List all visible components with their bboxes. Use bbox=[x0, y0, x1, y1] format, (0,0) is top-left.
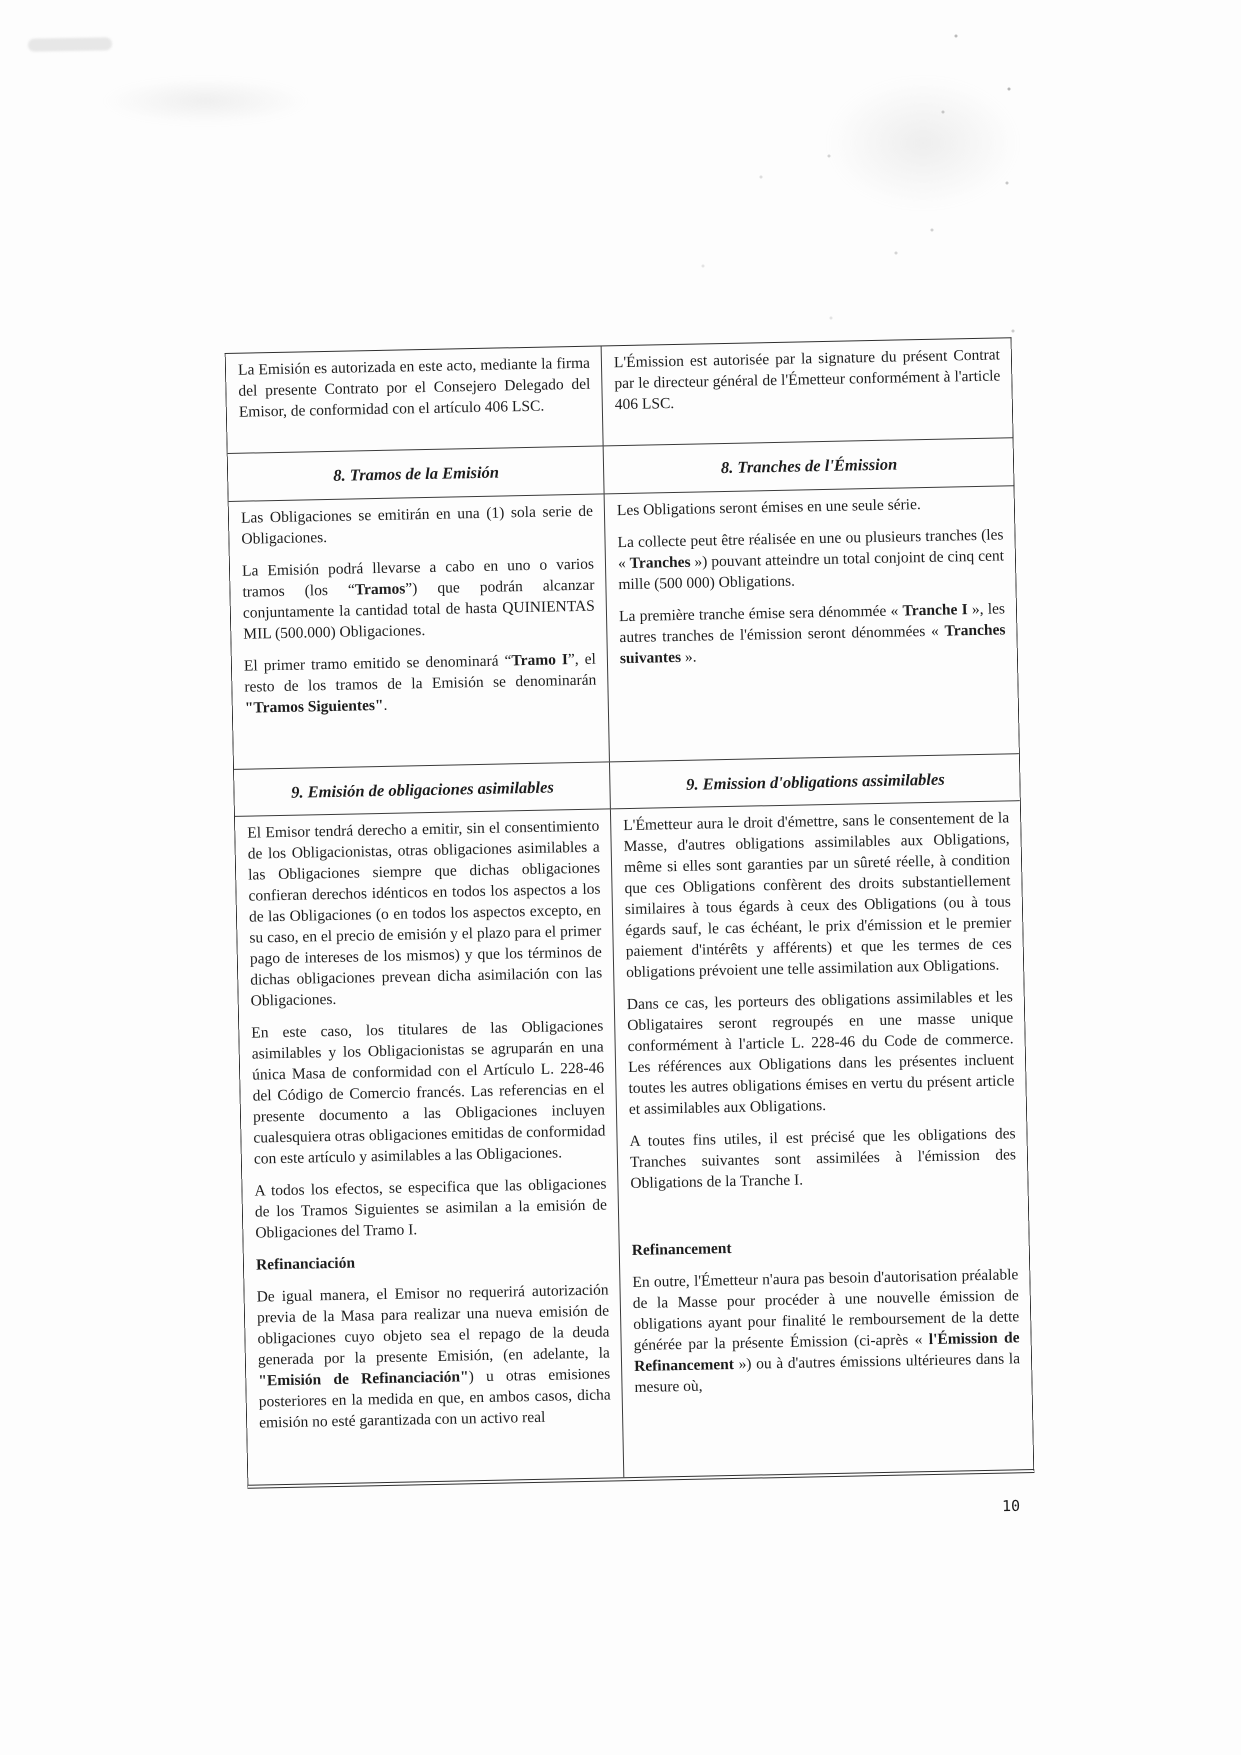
cell-section8-fr bbox=[605, 486, 1019, 761]
scan-smudge-streak bbox=[28, 37, 112, 51]
cell-section9-fr bbox=[611, 801, 1033, 1477]
scan-speckles bbox=[0, 0, 2, 2]
page-number: 10 bbox=[1001, 1496, 1021, 1516]
section8-title-es: 8. Tramos de la Emisión bbox=[228, 446, 605, 501]
paragraph: La première tranche émise sera dénommée « Tranche I », les autres tranches de l'émission seront dénommées « Tranches suivantes ». bbox=[618, 600, 1006, 668]
row-section8-body bbox=[229, 486, 1019, 770]
section8-title-fr: 8. Tranches de l'Émission bbox=[720, 454, 898, 478]
paragraph: La Emisión es autorizada en este acto, mediante la firma del presente Contrato por el Consejero Delegado del Emisor, de conformidad con el artículo 406 LSC. bbox=[237, 354, 591, 421]
paragraph: La collecte peut être réalisée en une ou plusieurs tranches (les « Tranches ») pouvant atteindre un total conjoint de cinq cent mille (500 000) Obligations. bbox=[617, 526, 1005, 594]
paragraph: Las Obligaciones se emitirán en una (1) sola serie de Obligaciones. bbox=[240, 502, 594, 548]
scan-smudge-cloud bbox=[828, 78, 1018, 208]
cell-section8-es bbox=[229, 494, 610, 768]
paragraph: En este caso, los titulares de las Obligaciones asimilables y los Obligacionistas se agruparán en una única Masa de conformidad con el Artículo L. 228-46 del Código de Comercio francés. Las referencias en el presente documento a las Obligaciones incluyen cualesquiera otras obligaciones emitidas de conformidad con este artículo y asimilables a las Obligaciones. bbox=[251, 1017, 606, 1168]
section9-title-es: 9. Emisión de obligaciones asimilables bbox=[234, 762, 611, 816]
paragraph: El Emisor tendrá derecho a emitir, sin el consentimiento de los Obligacionistas, otras obligaciones asimilables a las Obligaciones siempre que dichas obligaciones confieran derechos idénticos en todos los aspectos a los de las Obligaciones (o en todos los aspectos excepto, en su caso, en el precio de emisión y el plazo para el primer pago de intereses de los mismos) y que los términos de dichas obligaciones prevean dicha asimilación con las Obligaciones. bbox=[247, 817, 603, 1010]
paragraph: L'Émission est autorisée par la signature du présent Contrat par le directeur général de l'Émetteur conformément à l'article 406 LSC. bbox=[613, 346, 1001, 414]
section9-title-fr: 9. Emission d'obligations assimilables bbox=[685, 769, 945, 794]
cell-section9-es bbox=[235, 809, 624, 1484]
paragraph: L'Émetteur aura le droit d'émettre, sans le consentement de la Masse, d'autres obligations assimilables aux Obligations, même si elles sont garanties par un sûreté réelle, à condition que ces Obligations confèrent des droits substantiellement similaires à tous égards à ceux des Obligations (ou à tous égards sauf, le cas échéant, le prix d'émission et le premier paiement d'intérêts y afférents) et que les termes de ces obligations prévoient une telle assimilation aux Obligations. bbox=[623, 809, 1012, 982]
paragraph: A todos los efectos, se especifica que las obligaciones de los Tramos Siguientes se asimilan a la emisión de Obligaciones del Tramo I. bbox=[254, 1175, 608, 1242]
cell-authorization-fr bbox=[602, 338, 1013, 445]
paragraph: El primer tramo emitido se denominará “Tramo I”, el resto de los tramos de la Emisión se denominarán "Tramos Siguientes". bbox=[243, 650, 597, 717]
contract-table bbox=[225, 337, 1035, 1489]
paragraph: En outre, l'Émetteur n'aura pas besoin d'autorisation préalable de la Masse pour procéder à une nouvelle émission de obligations ayant pour finalité le remboursement de la dette générée par la présente Émission (ci-après « l'Émission de Refinancement ») ou à d'autres émissions ultérieures dans la mesure où, bbox=[632, 1266, 1021, 1396]
refinancing-subheading-es: Refinanciación bbox=[255, 1254, 356, 1274]
paragraph: Les Obligations seront émises en une seule série. bbox=[616, 496, 921, 520]
paragraph: Dans ce cas, les porteurs des obligations assimilables et les Obligataires seront regroupés en une masse unique conformément à l'article L. 228-46 du Code de commerce. Les références aux Obligations dans les présentes incluent toutes les autres obligations émises en vertu du présent article et assimilables aux Obligations. bbox=[626, 988, 1015, 1119]
paragraph: A toutes fins utiles, il est précisé que les obligations des Tranches suivantes sont assimilées à l'émission des Obligations de la Tranche I. bbox=[629, 1125, 1017, 1193]
scan-smudge-band bbox=[103, 78, 308, 124]
row-section9-body bbox=[235, 801, 1033, 1485]
cell-authorization-es bbox=[226, 346, 604, 453]
refinancing-subheading-fr: Refinancement bbox=[631, 1240, 732, 1260]
row-authorization bbox=[226, 338, 1013, 454]
paragraph: La Emisión podrá llevarse a cabo en uno o varios tramos (los “Tramos”) que podrán alcanzar conjuntamente la cantidad total de hasta QUINIENTAS MIL (500.000) Obligaciones. bbox=[241, 555, 596, 643]
paragraph: De igual manera, el Emisor no requerirá autorización previa de la Masa para realizar una nueva emisión de obligaciones cuyo objeto sea el repago de la deuda generada por la presente Emisión, (en adelante, la "Emisión de Refinanciación") u otras emisiones posteriores en la medida en que, en ambos casos, dicha emisión no esté garantizada con un activo real bbox=[256, 1281, 611, 1432]
